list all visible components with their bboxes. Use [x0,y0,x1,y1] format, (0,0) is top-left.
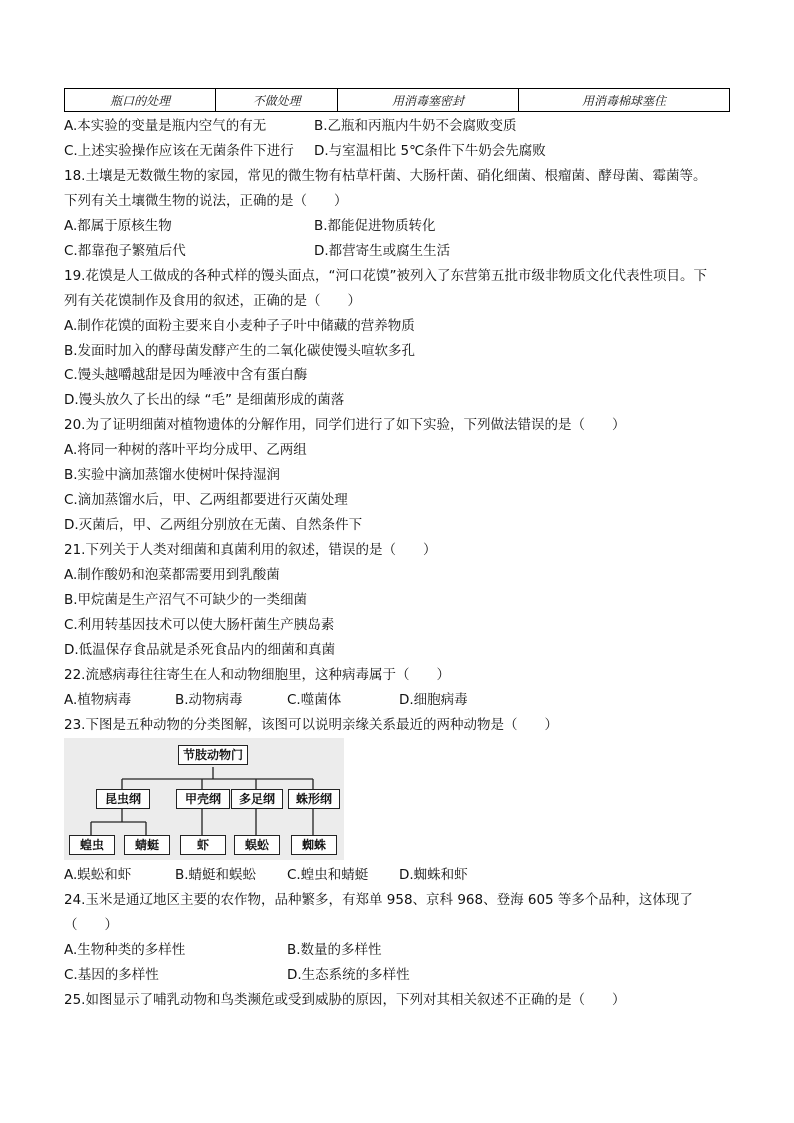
table-row [65,89,730,112]
q19-option-d: D.馒头放久了长出的绿 “毛” 是细菌形成的菌落 [64,392,345,408]
animal-box-spider: 蜘蛛 [291,835,337,855]
q22-option-c: C.噬菌体 [287,692,342,708]
q18-option-a: A.都属于原核生物 [64,218,172,234]
class-box-myriapoda: 多足纲 [231,789,283,809]
table-cell: 用消毒塞密封 [337,89,518,112]
q19-option-c: C.馒头越嚼越甜是因为唾液中含有蛋白酶 [64,367,308,383]
q20-option-c: C.滴加蒸馏水后，甲、乙两组都要进行灭菌处理 [64,492,348,508]
classification-diagram [64,738,344,860]
q17-option-a: A.本实验的变量是瓶内空气的有无 [64,118,267,134]
animal-box-centipede: 蜈蚣 [234,835,280,855]
q22-option-d: D.细胞病毒 [399,692,468,708]
q24-option-b: B.数量的多样性 [287,942,382,958]
class-box-arachnida: 蛛形纲 [288,789,340,809]
q25-stem: 25.如图显示了哺乳动物和鸟类濒危或受到威胁的原因，下列对其相关叙述不正确的是（ ） [64,992,626,1008]
q23-option-d: D.蜘蛛和虾 [399,867,468,883]
q23-option-b: B.蜻蜓和蜈蚣 [175,867,257,883]
animal-box-dragonfly: 蜻蜓 [124,835,170,855]
q22-option-b: B.动物病毒 [175,692,243,708]
q20-option-a: A.将同一种树的落叶平均分成甲、乙两组 [64,442,307,458]
q18-stem-line1: 18.土壤是无数微生物的家园，常见的微生物有枯草杆菌、大肠杆菌、硝化细菌、根瘤菌、酵母菌、霉菌等。 [64,168,707,184]
class-box-crustacea: 甲壳纲 [176,789,230,809]
experiment-table [64,88,730,112]
animal-box-shrimp: 虾 [180,835,226,855]
table-cell: 用消毒棉球塞住 [519,89,730,112]
q19-stem-line1: 19.花馍是人工做成的各种式样的馒头面点，“河口花馍”被列入了东营第五批市级非物质文化代表性项目。下 [64,268,707,284]
q23-option-a: A.蜈蚣和虾 [64,867,132,883]
q17-option-c: C.上述实验操作应该在无菌条件下进行 [64,143,294,159]
q24-stem-line1: 24.玉米是通辽地区主要的农作物，品种繁多，有郑单 958、京科 968、登海 605 等多个品种，这体现了 [64,892,693,908]
q17-option-b: B.乙瓶和丙瓶内牛奶不会腐败变质 [314,118,517,134]
q17-option-d: D.与室温相比 5℃条件下牛奶会先腐败 [314,143,546,159]
q18-stem-line2: 下列有关土壤微生物的说法，正确的是（ ） [64,193,348,209]
q20-option-b: B.实验中滴加蒸馏水使树叶保持湿润 [64,467,281,483]
q22-stem: 22.流感病毒往往寄生在人和动物细胞里，这种病毒属于（ ） [64,667,450,683]
q19-option-a: A.制作花馍的面粉主要来自小麦种子子叶中储藏的营养物质 [64,318,415,334]
q24-option-d: D.生态系统的多样性 [287,967,410,983]
table-cell-header: 瓶口的处理 [65,89,216,112]
q21-stem: 21.下列关于人类对细菌和真菌利用的叙述，错误的是（ ） [64,542,437,558]
q24-option-c: C.基因的多样性 [64,967,159,983]
q21-option-a: A.制作酸奶和泡菜都需要用到乳酸菌 [64,567,280,583]
animal-box-locust: 蝗虫 [69,835,115,855]
q18-option-d: D.都营寄生或腐生生活 [314,243,451,259]
q23-stem: 23.下图是五种动物的分类图解，该图可以说明亲缘关系最近的两种动物是（ ） [64,717,558,733]
q23-option-c: C.蝗虫和蜻蜓 [287,867,369,883]
q20-stem: 20.为了证明细菌对植物遗体的分解作用，同学们进行了如下实验，下列做法错误的是（ ） [64,417,626,433]
q24-stem-line2: （ ） [64,917,118,933]
phylum-box: 节肢动物门 [178,745,248,765]
q21-option-c: C.利用转基因技术可以使大肠杆菌生产胰岛素 [64,617,335,633]
q19-stem-line2: 列有关花馍制作及食用的叙述，正确的是（ ） [64,293,361,309]
q19-option-b: B.发面时加入的酵母菌发酵产生的二氧化碳使馒头喧软多孔 [64,343,416,359]
q21-option-b: B.甲烷菌是生产沼气不可缺少的一类细菌 [64,592,308,608]
q22-option-a: A.植物病毒 [64,692,132,708]
q18-option-b: B.都能促进物质转化 [314,218,436,234]
q21-option-d: D.低温保存食品就是杀死食品内的细菌和真菌 [64,642,336,658]
q24-option-a: A.生物种类的多样性 [64,942,186,958]
table-cell: 不做处理 [216,89,338,112]
class-box-insecta: 昆虫纲 [96,789,150,809]
q18-option-c: C.都靠孢子繁殖后代 [64,243,186,259]
q20-option-d: D.灭菌后，甲、乙两组分别放在无菌、自然条件下 [64,517,363,533]
